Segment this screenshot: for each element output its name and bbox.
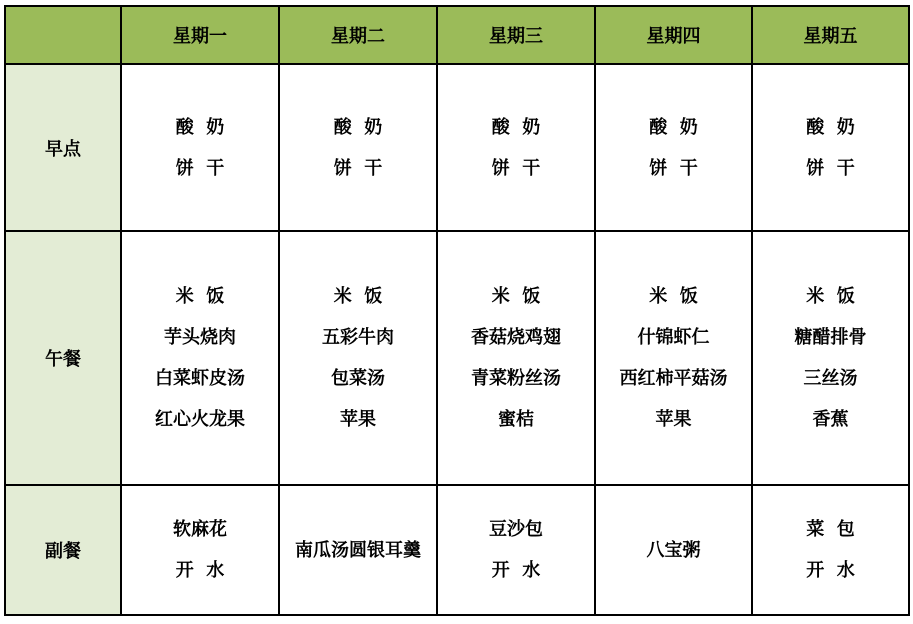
dish-item: 南瓜汤圆银耳羹 [295, 539, 421, 561]
dish-item: 苹果 [340, 409, 376, 430]
day-header-fri: 星期五 [752, 6, 909, 64]
menu-cell-lunch-fri [752, 231, 909, 485]
dish-item: 糖醋排骨 [794, 327, 867, 348]
dish-item: 红心火龙果 [155, 409, 245, 430]
dish-item: 青菜粉丝汤 [471, 368, 561, 389]
menu-cell-breakfast-mon [121, 64, 279, 231]
day-header-thu: 星期四 [595, 6, 752, 64]
menu-row-breakfast [5, 64, 909, 231]
dish-item: 米 饭 [491, 286, 541, 307]
dish-item: 白菜虾皮汤 [155, 368, 245, 389]
dish-item: 酸 奶 [175, 116, 225, 138]
dish-item: 软麻花 [173, 519, 227, 540]
dish-item: 酸 奶 [649, 116, 698, 138]
dish-item: 苹果 [655, 409, 692, 430]
dish-item: 开 水 [175, 560, 225, 581]
menu-cell-snack-wed [437, 485, 595, 615]
dish-item: 什锦虾仁 [637, 327, 710, 348]
dish-item: 酸 奶 [806, 116, 855, 138]
menu-cell-breakfast-fri [752, 64, 909, 231]
header-row [5, 6, 909, 64]
dish-item: 饼 干 [491, 157, 541, 179]
day-header-wed: 星期三 [437, 6, 595, 64]
menu-cell-snack-tue [279, 485, 437, 615]
menu-cell-lunch-tue [279, 231, 437, 485]
menu-cell-snack-fri [752, 485, 909, 615]
weekly-menu-table [4, 5, 910, 616]
meal-label: 午餐 [5, 231, 121, 485]
menu-row-lunch [5, 231, 909, 485]
dish-item: 米 饭 [649, 286, 698, 307]
dish-item: 三丝汤 [803, 368, 858, 389]
menu-cell-breakfast-thu [595, 64, 752, 231]
menu-cell-lunch-mon [121, 231, 279, 485]
dish-item: 饼 干 [806, 157, 855, 179]
dish-item: 开 水 [491, 560, 541, 581]
day-header-mon: 星期一 [121, 6, 279, 64]
corner-cell [5, 6, 121, 64]
menu-cell-breakfast-wed [437, 64, 595, 231]
menu-cell-lunch-thu [595, 231, 752, 485]
dish-item: 米 饭 [175, 286, 225, 307]
dish-item: 香蕉 [812, 409, 849, 430]
dish-item: 开 水 [806, 560, 855, 581]
dish-item: 八宝粥 [646, 539, 701, 561]
dish-item: 香菇烧鸡翅 [471, 327, 561, 348]
dish-item: 蜜桔 [498, 409, 534, 430]
dish-item: 饼 干 [333, 157, 383, 179]
menu-cell-snack-thu [595, 485, 752, 615]
dish-item: 西红柿平菇汤 [619, 368, 728, 389]
dish-item: 饼 干 [649, 157, 698, 179]
dish-item: 五彩牛肉 [322, 327, 394, 348]
dish-item: 菜 包 [806, 519, 855, 540]
dish-item: 芋头烧肉 [164, 327, 236, 348]
dish-item: 饼 干 [175, 157, 225, 179]
menu-cell-snack-mon [121, 485, 279, 615]
menu-cell-lunch-wed [437, 231, 595, 485]
meal-label: 副餐 [5, 485, 121, 615]
dish-item: 豆沙包 [489, 519, 543, 540]
dish-item: 米 饭 [333, 286, 383, 307]
meal-label: 早点 [5, 64, 121, 231]
dish-item: 酸 奶 [333, 116, 383, 138]
menu-row-snack [5, 485, 909, 615]
menu-cell-breakfast-tue [279, 64, 437, 231]
dish-item: 米 饭 [806, 286, 855, 307]
day-header-tue: 星期二 [279, 6, 437, 64]
dish-item: 酸 奶 [491, 116, 541, 138]
dish-item: 包菜汤 [331, 368, 385, 389]
